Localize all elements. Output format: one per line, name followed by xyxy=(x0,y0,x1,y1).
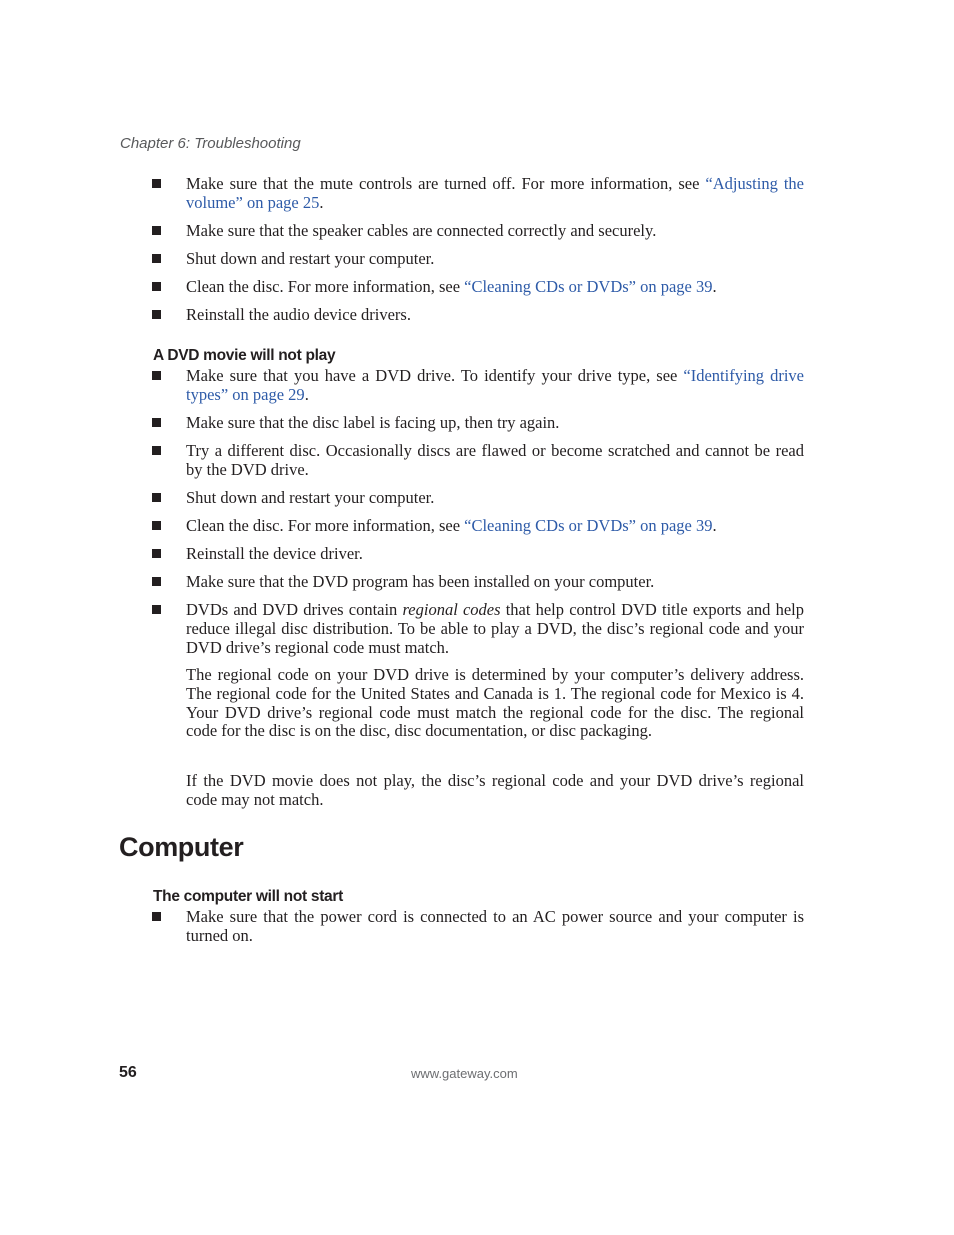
item-text: Clean the disc. For more information, see xyxy=(186,277,465,296)
bullet-icon xyxy=(152,226,161,235)
item-text: Make sure that the mute controls are turned off. For more information, see xyxy=(186,174,706,193)
bullet-icon xyxy=(152,418,161,427)
bullet-icon xyxy=(152,371,161,380)
item-text: DVDs and DVD drives contain xyxy=(186,600,403,619)
link-cleaning-cds[interactable]: “Cleaning CDs or DVDs” on page 39 xyxy=(464,516,713,535)
bullet-icon xyxy=(152,549,161,558)
item-text: Try a different disc. Occasionally discs are flawed or become scratched and cannot be read by the DVD drive. xyxy=(186,441,804,479)
section-subheading: A DVD movie will not play xyxy=(153,347,336,364)
bullet-icon xyxy=(152,310,161,319)
paragraph: If the DVD movie does not play, the disc’s regional code and your DVD drive’s regional code may not match. xyxy=(186,771,804,809)
item-text-end: that help control DVD title exports and help reduce illegal disc distribution. To be able to play a DVD, the disc’s regional code and your DVD drive’s regional code must match. xyxy=(186,600,804,657)
bullet-icon xyxy=(152,282,161,291)
footer-url: www.gateway.com xyxy=(411,1066,518,1081)
chapter-header: Chapter 6: Troubleshooting xyxy=(120,135,301,152)
bullet-icon xyxy=(152,521,161,530)
item-text-end: . xyxy=(712,516,717,535)
bullet-icon xyxy=(152,179,161,188)
item-text: Make sure that the DVD program has been installed on your computer. xyxy=(186,572,655,591)
bullet-icon xyxy=(152,493,161,502)
bullet-icon xyxy=(152,577,161,586)
section-subheading: The computer will not start xyxy=(153,888,343,905)
item-text: Reinstall the device driver. xyxy=(186,544,363,563)
bullet-icon xyxy=(152,446,161,455)
item-text-end: . xyxy=(712,277,717,296)
bullet-icon xyxy=(152,254,161,263)
bullet-icon xyxy=(152,605,161,614)
link-cleaning-cds[interactable]: “Cleaning CDs or DVDs” on page 39 xyxy=(464,277,713,296)
item-text: Clean the disc. For more information, see xyxy=(186,516,465,535)
item-text: Make sure that the power cord is connected to an AC power source and your computer is turned on. xyxy=(186,907,804,945)
paragraph: The regional code on your DVD drive is determined by your computer’s delivery address. The regional code for the United States and Canada is 1. The regional code for Mexico is 4. Your DVD drive’s regional code must match the regional code for the disc. The regional code for the disc is on the disc, disc documentation, or disc packaging. xyxy=(186,665,804,741)
section-title: Computer xyxy=(119,832,244,862)
item-text: Shut down and restart your computer. xyxy=(186,488,435,507)
item-text: Shut down and restart your computer. xyxy=(186,249,435,268)
item-text-end: . xyxy=(304,385,309,404)
page-number: 56 xyxy=(119,1064,137,1081)
item-text: Make sure that the disc label is facing up, then try again. xyxy=(186,413,560,432)
item-text-end: . xyxy=(319,193,324,212)
bullet-icon xyxy=(152,912,161,921)
link-adjusting-volume[interactable]: “Adjusting the volume” on page 25 xyxy=(186,174,804,212)
link-identifying-drive-types[interactable]: “Identifying drive types” on page 29 xyxy=(186,366,804,404)
item-text: Reinstall the audio device drivers. xyxy=(186,305,411,324)
emphasis-regional-codes: regional codes xyxy=(402,600,501,619)
item-text: Make sure that you have a DVD drive. To identify your drive type, see xyxy=(186,366,684,385)
item-text: Make sure that the speaker cables are connected correctly and securely. xyxy=(186,221,657,240)
